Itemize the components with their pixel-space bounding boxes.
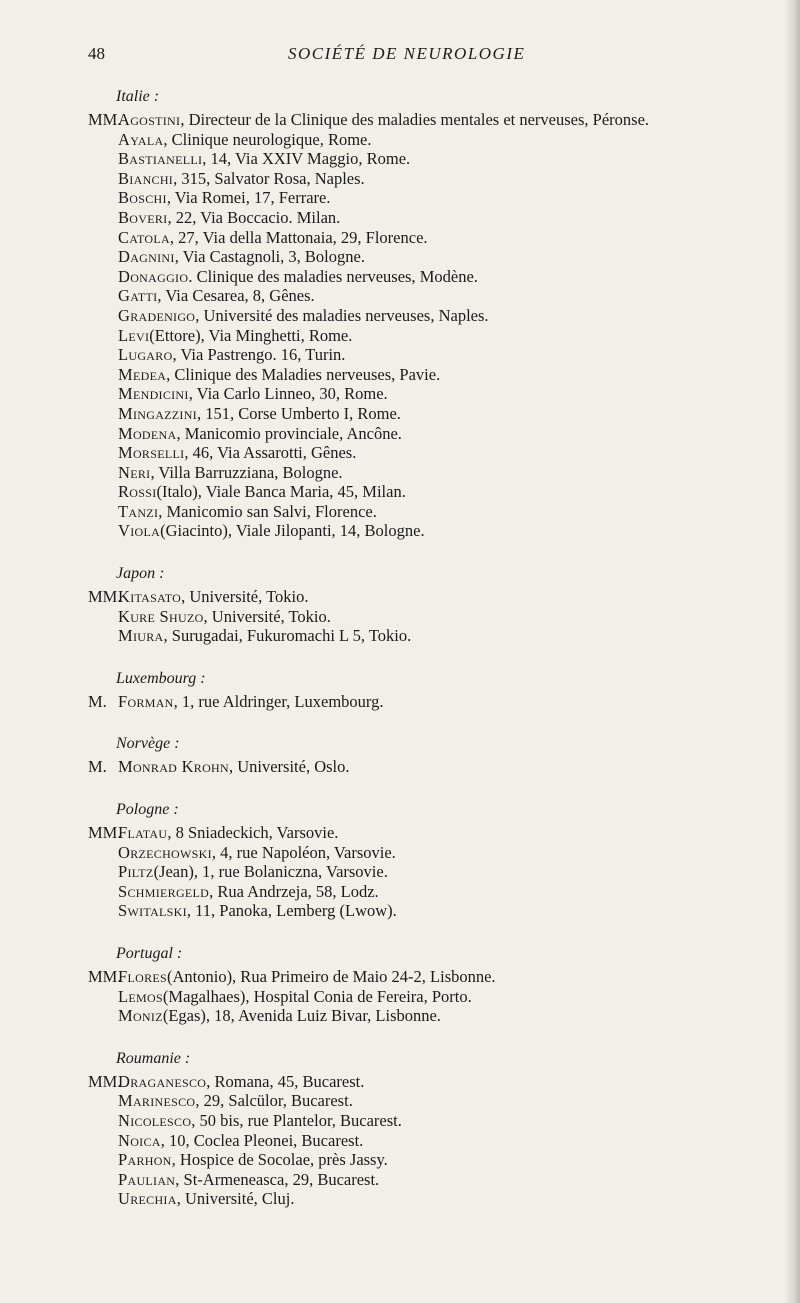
member-name: Catola <box>118 227 170 247</box>
member-address: , Via Cesarea, 8, Gênes. <box>157 286 315 306</box>
member-address: (Ettore), Via Minghetti, Rome. <box>149 325 353 345</box>
member-name: Schmiergeld <box>118 881 210 901</box>
honorific-prefix: MM. <box>88 823 122 843</box>
member-entry <box>88 1006 768 1026</box>
member-entry <box>88 424 768 444</box>
honorific-prefix <box>88 345 118 365</box>
member-name: Draganesco <box>118 1071 207 1091</box>
member-address: , 315, Salvator Rosa, Naples. <box>173 168 365 188</box>
member-name: Lugaro <box>118 345 173 365</box>
honorific-prefix <box>88 326 118 346</box>
member-address: , Romana, 45, Bucarest. <box>206 1071 365 1091</box>
member-entry <box>88 901 768 921</box>
member-address: , Via Castagnoli, 3, Bologne. <box>174 247 365 267</box>
member-name: Switalski <box>118 901 187 921</box>
honorific-prefix <box>88 987 118 1007</box>
member-name: Gatti <box>118 286 158 306</box>
member-address: , Manicomio san Salvi, Florence. <box>158 501 377 521</box>
honorific-prefix <box>88 1170 118 1190</box>
member-entry <box>88 757 768 777</box>
member-name: Paulian <box>118 1169 176 1189</box>
member-address: , 10, Coclea Pleonei, Bucarest. <box>160 1130 364 1150</box>
honorific-prefix <box>88 521 118 541</box>
honorific-prefix <box>88 424 118 444</box>
member-entry <box>88 110 768 130</box>
member-name: Rossi <box>118 482 157 502</box>
member-entry <box>88 228 768 248</box>
member-name: Urechia <box>118 1189 177 1209</box>
page-number: 48 <box>88 44 105 63</box>
member-name: Lemos <box>118 986 163 1006</box>
member-entry <box>88 1111 768 1131</box>
honorific-prefix <box>88 1006 118 1026</box>
member-name: Nicolesco <box>118 1110 192 1130</box>
honorific-prefix <box>88 882 118 902</box>
member-name: Agostini <box>118 110 181 129</box>
member-name: Bastianelli <box>118 149 203 169</box>
honorific-prefix <box>88 306 118 326</box>
member-name: Marinesco <box>118 1091 196 1111</box>
member-name: Flatau <box>118 823 168 843</box>
member-name: Neri <box>118 462 151 482</box>
country-heading: Portugal : <box>116 945 183 962</box>
member-entry <box>88 1170 768 1190</box>
member-entry <box>88 1150 768 1170</box>
member-address: , Villa Barruzziana, Bologne. <box>150 462 343 482</box>
page-header <box>88 44 764 68</box>
member-name: Boschi <box>118 188 167 208</box>
honorific-prefix <box>88 1111 118 1131</box>
member-address: (Egas), 18, Avenida Luiz Bivar, Lisbonne. <box>162 1006 441 1026</box>
member-entry <box>88 267 768 287</box>
member-entry <box>88 208 768 228</box>
member-address: , 14, Via XXIV Maggio, Rome. <box>202 149 411 169</box>
member-name: Dagnini <box>118 247 175 267</box>
member-address: , Rua Andrzeja, 58, Lodz. <box>209 881 379 901</box>
honorific-prefix <box>88 862 118 882</box>
honorific-prefix <box>88 463 118 483</box>
honorific-prefix <box>88 208 118 228</box>
member-entry <box>88 692 768 712</box>
member-address: , Université, Cluj. <box>176 1189 295 1209</box>
member-name: Forman <box>118 691 174 711</box>
member-name: Miura <box>118 626 164 646</box>
member-name: Flores <box>118 967 167 986</box>
member-entry <box>88 1091 768 1111</box>
country-section <box>88 797 768 921</box>
member-address: , 50 bis, rue Plantelor, Bucarest. <box>191 1110 402 1130</box>
member-entry <box>88 862 768 882</box>
honorific-prefix <box>88 1131 118 1151</box>
running-title: SOCIÉTÉ DE NEUROLOGIE <box>288 44 526 63</box>
honorific-prefix <box>88 1189 118 1209</box>
member-address: , Hospice de Socolae, près Jassy. <box>171 1150 388 1170</box>
member-address: , Université, Tokio. <box>203 606 331 626</box>
member-address: , Via Romei, 17, Ferrare. <box>166 188 331 208</box>
member-name: Kure Shuzo <box>118 606 204 626</box>
honorific-prefix <box>88 443 118 463</box>
member-address: , 29, Salcülor, Bucarest. <box>195 1091 353 1111</box>
member-address: , Université, Tokio. <box>181 587 309 607</box>
member-address: , 8 Sniadeckich, Varsovie. <box>167 823 339 843</box>
member-entry <box>88 326 768 346</box>
member-name: Tanzi <box>118 501 159 521</box>
member-address: . Clinique des maladies nerveuses, Modène. <box>188 266 478 286</box>
member-address: , Université des maladies nerveuses, Naples. <box>195 305 489 325</box>
member-name: Piltz <box>118 862 154 882</box>
member-name: Modena <box>118 423 177 443</box>
member-address: , Clinique neurologique, Rome. <box>163 129 372 149</box>
honorific-prefix <box>88 1150 118 1170</box>
honorific-prefix <box>88 130 118 150</box>
member-address: (Giacinto), Viale Jilopanti, 14, Bologne. <box>160 521 425 541</box>
member-entry <box>88 521 768 541</box>
member-entry <box>88 607 768 627</box>
member-entry <box>88 502 768 522</box>
honorific-prefix: MM. <box>88 110 122 129</box>
member-name: Parhon <box>118 1150 172 1170</box>
country-section <box>88 1046 768 1209</box>
member-name: Monrad Krohn <box>118 757 229 777</box>
honorific-prefix <box>88 365 118 385</box>
honorific-prefix <box>88 267 118 287</box>
member-name: Mendicini <box>118 384 189 404</box>
member-name: Bianchi <box>118 168 174 188</box>
member-entry <box>88 987 768 1007</box>
member-address: , 1, rue Aldringer, Luxembourg. <box>173 691 384 711</box>
honorific-prefix: MM. <box>88 1071 122 1091</box>
member-entry <box>88 1072 768 1092</box>
member-entry <box>88 149 768 169</box>
country-section <box>88 666 768 712</box>
honorific-prefix: MM. <box>88 967 122 986</box>
member-address: (Jean), 1, rue Bolaniczna, Varsovie. <box>153 862 388 882</box>
country-section <box>88 941 768 1026</box>
member-entry <box>88 626 768 646</box>
member-address: , 11, Panoka, Lemberg (Lwow). <box>186 901 397 921</box>
member-entry <box>88 404 768 424</box>
honorific-prefix: MM. <box>88 587 122 607</box>
member-address: , 22, Via Boccacio. Milan. <box>167 207 341 227</box>
member-entry <box>88 188 768 208</box>
member-entry <box>88 306 768 326</box>
honorific-prefix <box>88 901 118 921</box>
member-entry <box>88 823 768 843</box>
country-heading: Roumanie : <box>116 1049 191 1067</box>
honorific-prefix <box>88 502 118 522</box>
country-heading: Pologne : <box>116 801 179 819</box>
member-address: (Antonio), Rua Primeiro de Maio 24-2, Lisbonne. <box>166 967 496 986</box>
member-name: Moniz <box>118 1006 163 1026</box>
honorific-prefix <box>88 228 118 248</box>
honorific-prefix <box>88 626 118 646</box>
honorific-prefix <box>88 1091 118 1111</box>
member-entry <box>88 345 768 365</box>
member-address: , Directeur de la Clinique des maladies mentales et nerveuses, Péronse. <box>180 110 650 129</box>
member-address: , 46, Via Assarotti, Gênes. <box>184 443 357 463</box>
member-address: (Magalhaes), Hospital Conia de Fereira, Porto. <box>162 986 472 1006</box>
member-name: Viola <box>118 521 161 541</box>
country-heading: Italie : <box>116 88 160 105</box>
member-name: Noica <box>118 1130 161 1150</box>
country-heading: Norvège : <box>116 735 180 753</box>
member-name: Boveri <box>118 207 168 227</box>
member-name: Orzechowski <box>118 842 212 862</box>
honorific-prefix <box>88 404 118 424</box>
member-entry <box>88 384 768 404</box>
member-name: Donaggio <box>118 266 189 286</box>
member-address: , Via Carlo Linneo, 30, Rome. <box>188 384 388 404</box>
country-heading: Japon : <box>116 565 165 583</box>
member-entry <box>88 443 768 463</box>
member-address: , Via Pastrengo. 16, Turin. <box>172 345 346 365</box>
member-address: , Clinique des Maladies nerveuses, Pavie. <box>166 364 441 384</box>
member-entry <box>88 1189 768 1209</box>
honorific-prefix: M. <box>88 757 107 777</box>
country-section <box>88 561 768 646</box>
honorific-prefix <box>88 149 118 169</box>
member-address: , Université, Oslo. <box>228 757 350 777</box>
member-name: Medea <box>118 364 167 384</box>
member-entry <box>88 967 768 987</box>
member-address: , 151, Corse Umberto I, Rome. <box>196 403 401 423</box>
member-entry <box>88 463 768 483</box>
member-name: Mingazzini <box>118 403 197 423</box>
page-spine-shadow <box>784 0 800 1303</box>
member-entry <box>88 130 768 150</box>
country-section <box>88 84 768 541</box>
member-address: , 4, rue Napoléon, Varsovie. <box>211 842 396 862</box>
member-entry <box>88 843 768 863</box>
member-name: Kitasato <box>118 587 182 607</box>
honorific-prefix <box>88 384 118 404</box>
honorific-prefix <box>88 247 118 267</box>
honorific-prefix: M. <box>88 691 107 711</box>
member-name: Morselli <box>118 443 185 463</box>
member-address: (Italo), Viale Banca Maria, 45, Milan. <box>156 482 406 502</box>
member-name: Gradenigo <box>118 305 196 325</box>
member-address: , Surugadai, Fukuromachi L 5, Tokio. <box>163 626 412 646</box>
member-entry <box>88 587 768 607</box>
country-heading: Luxembourg : <box>116 669 206 687</box>
honorific-prefix <box>88 607 118 627</box>
member-entry <box>88 882 768 902</box>
member-entry <box>88 365 768 385</box>
honorific-prefix <box>88 482 118 502</box>
honorific-prefix <box>88 286 118 306</box>
honorific-prefix <box>88 188 118 208</box>
member-entry <box>88 286 768 306</box>
member-name: Levi <box>118 325 150 345</box>
member-list <box>88 84 768 1229</box>
honorific-prefix <box>88 843 118 863</box>
member-entry <box>88 169 768 189</box>
member-entry <box>88 482 768 502</box>
member-address: , Manicomio provinciale, Ancône. <box>176 423 402 443</box>
member-address: , 27, Via della Mattonaia, 29, Florence. <box>169 227 428 247</box>
member-entry <box>88 247 768 267</box>
country-section <box>88 731 768 777</box>
member-entry <box>88 1131 768 1151</box>
member-name: Ayala <box>118 129 164 149</box>
member-address: , St-Armeneasca, 29, Bucarest. <box>175 1169 380 1189</box>
honorific-prefix <box>88 169 118 189</box>
